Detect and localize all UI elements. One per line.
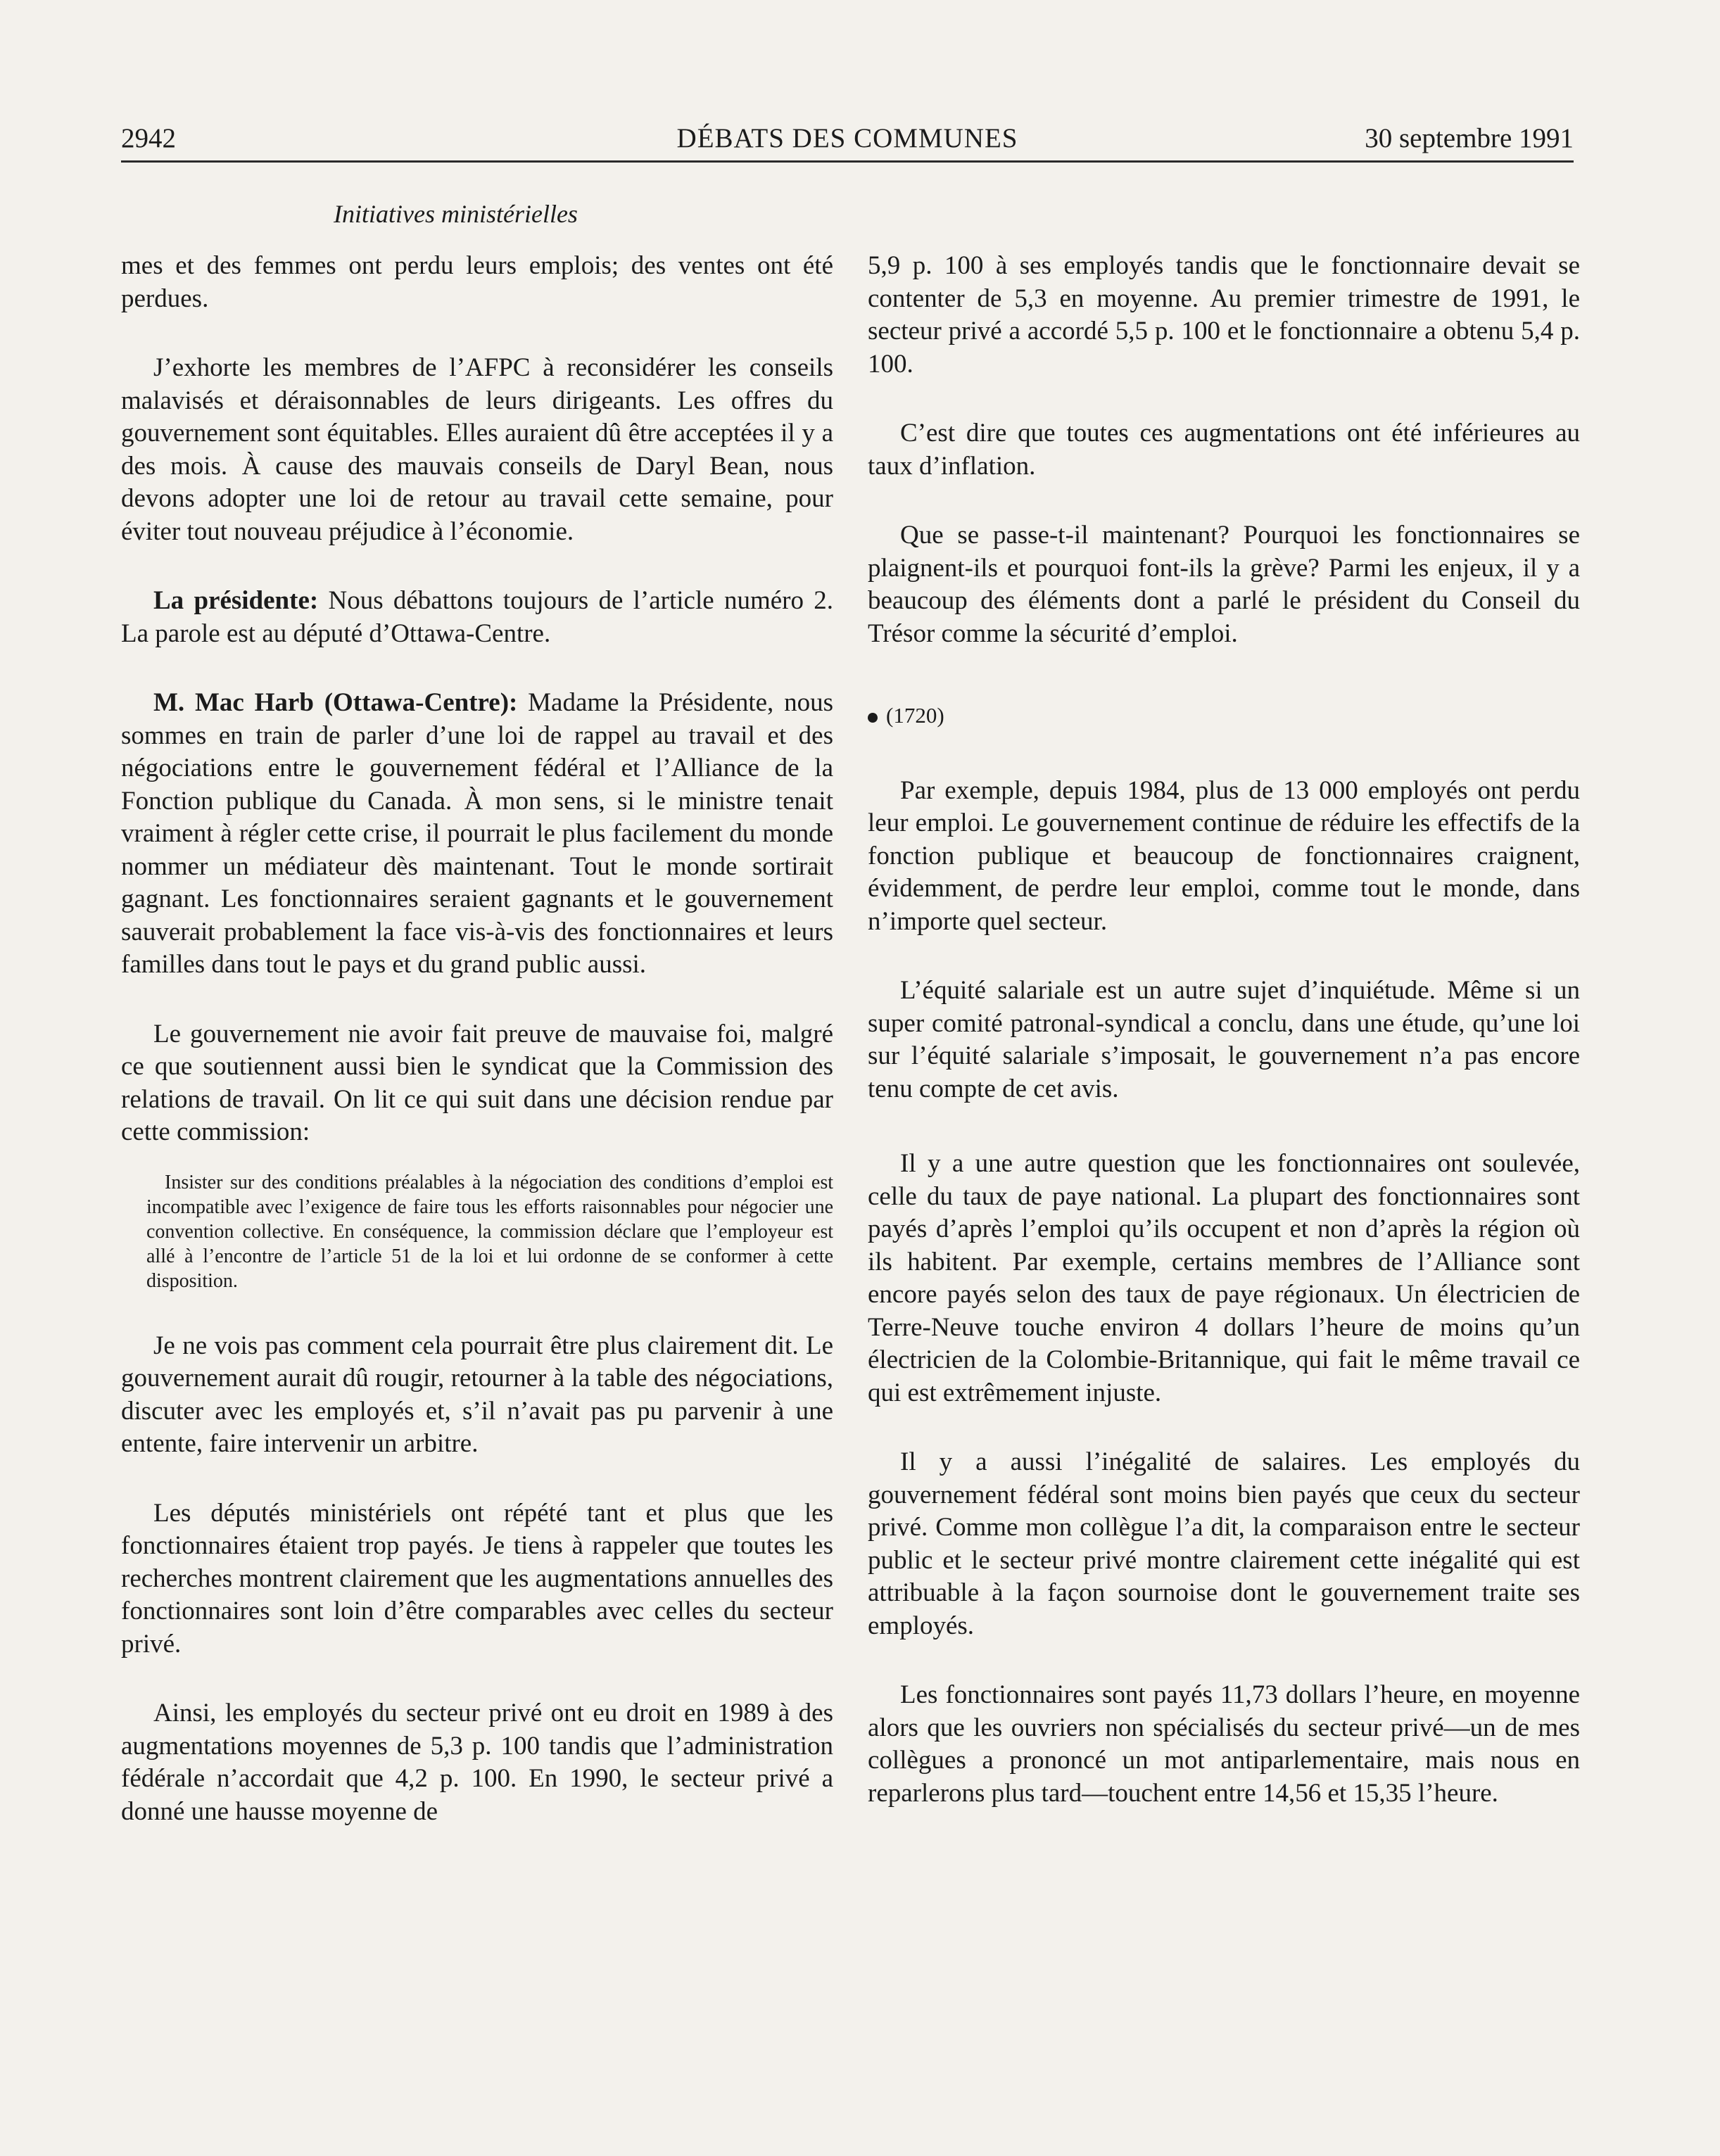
page-header bbox=[121, 121, 1574, 163]
speech-text: Madame la Présidente, nous sommes en train de parler d’une loi de rappel au travail et des négociations entre le gouvernement fédéral et l’Alliance de la Fonction publique du Canada. À mon sens, si le ministre tenait vraiment à régler cette crise, il pourrait le plus facilement du monde nommer un médiateur dès maintenant. Tout le monde sortirait gagnant. Les fonctionnaires seraient gagnants et le gouvernement sauverait probablement la face vis-à-vis des fonctionnaires et leurs familles dans tout le pays et du grand public aussi. bbox=[121, 688, 833, 979]
paragraph: C’est dire que toutes ces augmentations ont été inférieures au taux d’inflation. bbox=[868, 419, 1580, 481]
paragraph: Ainsi, les employés du secteur privé ont eu droit en 1989 à des augmentations moyennes de 5,3 p. 100 tandis que l’administration fédérale n’accordait que 4,2 p. 100. En 1990, le secteur privé a donné une hausse moyenne de bbox=[121, 1699, 833, 1826]
block-quote bbox=[121, 1170, 833, 1293]
paragraph: L’équité salariale est un autre sujet d’inquiétude. Même si un super comité patronal-syndical a conclu, dans une étude, qu’une loi sur l’équité salariale s’imposait, le gouvernement n’a pas encore tenu compte de cet avis. bbox=[868, 976, 1580, 1103]
publication-title: DÉBATS DES COMMUNES bbox=[676, 123, 1018, 153]
paragraph: Que se passe-t-il maintenant? Pourquoi les fonctionnaires se plaignent-ils et pourquoi font-ils la grève? Parmi les enjeux, il y a beaucoup des éléments dont a parlé le président du Conseil du Trésor comme la sécurité d’emploi. bbox=[868, 521, 1580, 648]
publication-date: 30 septembre 1991 bbox=[1365, 123, 1574, 153]
paragraph: mes et des femmes ont perdu leurs emplois; des ventes ont été perdues. bbox=[121, 251, 833, 313]
timestamp-text: (1720) bbox=[886, 703, 944, 728]
right-column bbox=[868, 250, 1580, 1810]
paragraph: 5,9 p. 100 à ses employés tandis que le fonctionnaire devait se contenter de 5,3 en moyenne. Au premier trimestre de 1991, le secteur privé a accordé 5,5 p. 100 et le fonctionnaire a obtenu 5,4 p. 100. bbox=[868, 251, 1580, 379]
page-number: 2942 bbox=[121, 123, 176, 153]
speaker-paragraph bbox=[121, 687, 833, 982]
paragraph: Les députés ministériels ont répété tant et plus que les fonctionnaires étaient trop payés. Je tiens à rappeler que toutes les recherches montrent clairement que les augmentations annuelles des fonctionnaires sont loin d’être comparables avec celles du secteur privé. bbox=[121, 1498, 833, 1659]
paragraph: J’exhorte les membres de l’AFPC à reconsidérer les conseils malavisés et déraisonnables de leurs dirigeants. Les offres du gouvernement sont équitables. Elles auraient dû être acceptées il y a des mois. À cause des mauvais conseils de Daryl Bean, nous devons adopter une loi de retour au travail cette semaine, pour éviter tout nouveau préjudice à l’économie. bbox=[121, 353, 833, 546]
speaker-name: La présidente: bbox=[153, 586, 319, 615]
speaker-name: M. Mac Harb (Ottawa-Centre): bbox=[153, 688, 518, 717]
paragraph: Par exemple, depuis 1984, plus de 13 000 employés ont perdu leur emploi. Le gouvernement continue de réduire les effectifs de la fonction publique et beaucoup de fonctionnaires craignent, évidemment, de perdre leur emploi, comme tout le monde, dans n’importe quel secteur. bbox=[868, 775, 1580, 936]
timestamp bbox=[868, 699, 1580, 733]
bullet-icon bbox=[868, 713, 878, 723]
paragraph: Il y a aussi l’inégalité de salaires. Les employés du gouvernement fédéral sont moins bien payés que ceux du secteur privé. Comme mon collègue l’a dit, la comparaison entre le secteur public et le secteur privé montre clairement cette inégalité qui est attribuable à la façon sournoise dont le gouvernement traite ses employés. bbox=[868, 1447, 1580, 1640]
left-column bbox=[121, 250, 833, 1828]
paragraph: Le gouvernement nie avoir fait preuve de mauvaise foi, malgré ce que soutiennent aussi bien le syndicat que la Commission des relations de travail. On lit ce qui suit dans une décision rendue par cette commission: bbox=[121, 1019, 833, 1146]
section-title: Initiatives ministérielles bbox=[334, 200, 578, 228]
quote-text: Insister sur des conditions préalables à la négociation des conditions d’emploi est incompatible avec l’exigence de faire tous les efforts raisonnables pour négocier une convention collective. En conséquence, la commission déclare que l’employeur est allé à l’encontre de l’article 51 de la loi et lui ordonne de se conformer à cette disposition. bbox=[146, 1171, 833, 1292]
paragraph: Je ne vois pas comment cela pourrait être plus clairement dit. Le gouvernement aurait dû rougir, retourner à la table des négociations, discuter avec les employés et, s’il n’avait pas pu parvenir à une entente, faire intervenir un arbitre. bbox=[121, 1331, 833, 1458]
paragraph: Les fonctionnaires sont payés 11,73 dollars l’heure, en moyenne alors que les ouvriers non spécialisés du secteur privé—un de mes collègues a prononcé un mot antiparlementaire, mais nous en reparlerons plus tard—touchent entre 14,56 et 15,35 l’heure. bbox=[868, 1680, 1580, 1808]
speech-text: Nous débattons toujours de l’article numéro 2. La parole est au député d’Ottawa-Centre. bbox=[121, 586, 833, 648]
speaker-paragraph bbox=[121, 585, 833, 650]
paragraph: Il y a une autre question que les fonctionnaires ont soulevée, celle du taux de paye national. La plupart des fonctionnaires sont payés d’après l’emploi qu’ils occupent et non d’après la région où ils habitent. Par exemple, certains membres de l’Alliance sont encore payés selon des taux de paye régionaux. Un électricien de Terre-Neuve touche environ 4 dollars l’heure de moins qu’un électricien de la Colombie-Britannique, qui fait le même travail ce qui est extrêmement injuste. bbox=[868, 1149, 1580, 1407]
